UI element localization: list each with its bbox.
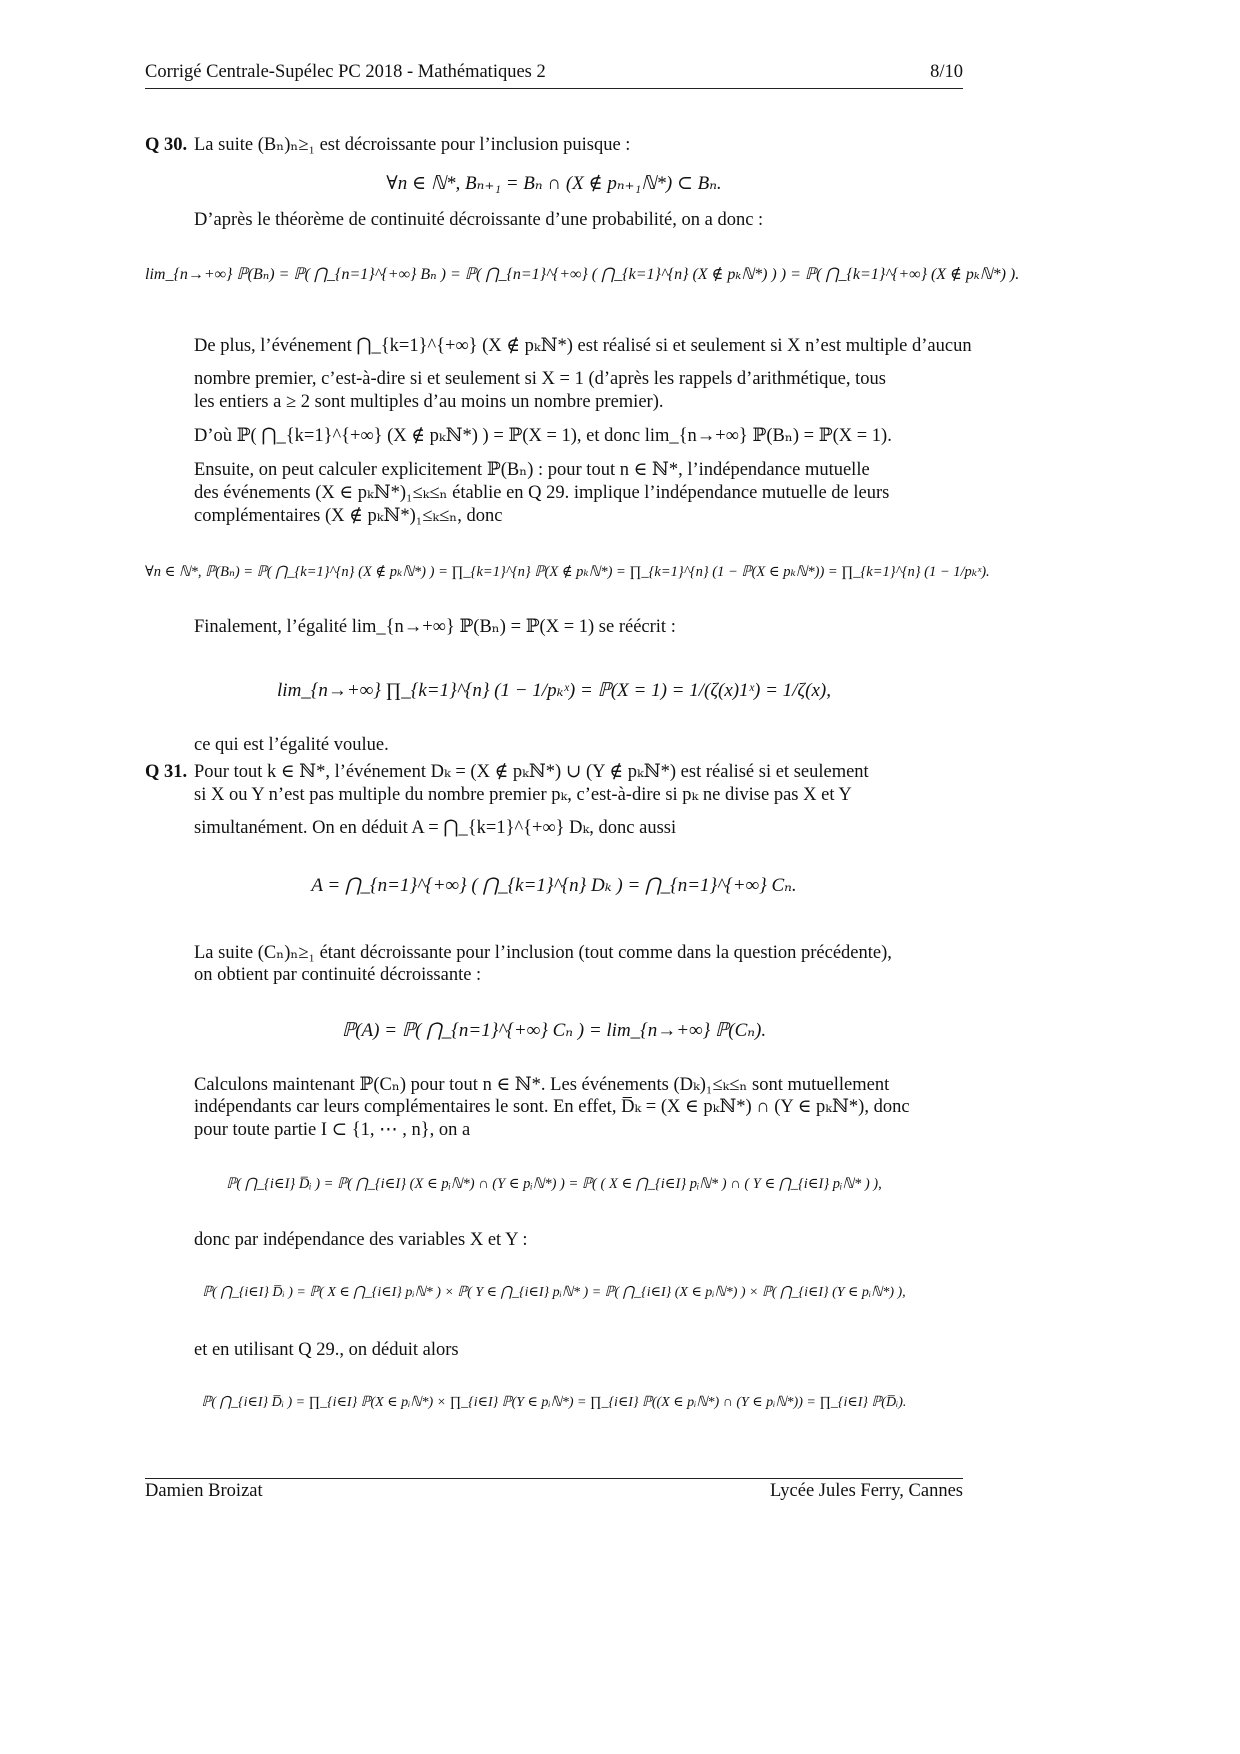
- q30-line: Finalement, l’égalité lim_{n→+∞} ℙ(Bₙ) = ℙ(X = 1) se réécrit :: [194, 617, 676, 637]
- q31-equation: ℙ(A) = ℙ( ⋂_{n=1}^{+∞} Cₙ ) = lim_{n→+∞} ℙ(Cₙ).: [341, 1020, 767, 1041]
- q30-line: des événements (X ∈ pₖℕ*)₁≤ₖ≤ₙ établie en Q 29. implique l’indépendance mutuelle de leurs: [194, 483, 890, 503]
- q31-label: Q 31.: [145, 762, 188, 782]
- q31-line: Calculons maintenant ℙ(Cₙ) pour tout n ∈ ℕ*. Les événements (Dₖ)₁≤ₖ≤ₙ sont mutuellement: [194, 1075, 890, 1095]
- q30-line: De plus, l’événement ⋂_{k=1}^{+∞} (X ∉ pₖℕ*) est réalisé si et seulement si X n’est multiple d’aucun: [194, 336, 972, 356]
- q30-line: nombre premier, c’est-à-dire si et seulement si X = 1 (d’après les rappels d’arithmétique, tous: [194, 369, 886, 389]
- header-title: Corrigé Centrale-Supélec PC 2018 - Mathématiques 2: [145, 62, 546, 82]
- q31-line: La suite (Cₙ)ₙ≥₁ étant décroissante pour l’inclusion (tout comme dans la question précédente),: [194, 943, 892, 963]
- q31-line: si X ou Y n’est pas multiple du nombre premier pₖ, c’est-à-dire si pₖ ne divise pas X et Y: [194, 785, 852, 805]
- q31-line: simultanément. On en déduit A = ⋂_{k=1}^{+∞} Dₖ, donc aussi: [194, 818, 677, 838]
- q30-line: Ensuite, on peut calculer explicitement ℙ(Bₙ) : pour tout n ∈ ℕ*, l’indépendance mutuelle: [194, 460, 870, 480]
- footer-school: Lycée Jules Ferry, Cannes: [770, 1481, 963, 1501]
- q31-line: donc par indépendance des variables X et Y :: [194, 1230, 528, 1250]
- q30-line: complémentaires (X ∉ pₖℕ*)₁≤ₖ≤ₙ, donc: [194, 506, 503, 526]
- q30-equation: ∀n ∈ ℕ*, Bₙ₊₁ = Bₙ ∩ (X ∉ pₙ₊₁ℕ*) ⊂ Bₙ.: [386, 173, 722, 194]
- q31-equation: ℙ( ⋂_{i∈I} D̅ᵢ ) = ℙ( ⋂_{i∈I} (X ∈ pᵢℕ*) ∩ (Y ∈ pᵢℕ*) ) = ℙ( ( X ∈ ⋂_{i∈I} pᵢℕ* ) ∩ ( Y ∈ ⋂_{i∈I} pᵢℕ* ) ),: [226, 1176, 882, 1192]
- footer-rule: [145, 1478, 963, 1479]
- q31-line: Pour tout k ∈ ℕ*, l’événement Dₖ = (X ∉ pₖℕ*) ∪ (Y ∉ pₖℕ*) est réalisé si et seulement: [194, 762, 869, 782]
- q30-equation: lim_{n→+∞} ∏_{k=1}^{n} (1 − 1/pₖˣ) = ℙ(X = 1) = 1/(ζ(x)1ˣ) = 1/ζ(x),: [277, 680, 831, 701]
- q30-line: La suite (Bₙ)ₙ≥₁ est décroissante pour l’inclusion puisque :: [194, 135, 631, 155]
- q31-line: indépendants car leurs complémentaires le sont. En effet, D̅ₖ = (X ∈ pₖℕ*) ∩ (Y ∈ pₖℕ*), donc: [194, 1097, 910, 1117]
- q30-equation: ∀n ∈ ℕ*, ℙ(Bₙ) = ℙ( ⋂_{k=1}^{n} (X ∉ pₖℕ*) ) = ∏_{k=1}^{n} ℙ(X ∉ pₖℕ*) = ∏_{k=1}^{n} (1 − ℙ(X ∈ pₖℕ*)) = ∏_{k=1}^{n} (1 − 1/pₖˣ).: [145, 564, 990, 580]
- q30-line: D’où ℙ( ⋂_{k=1}^{+∞} (X ∉ pₖℕ*) ) = ℙ(X = 1), et donc lim_{n→+∞} ℙ(Bₙ) = ℙ(X = 1).: [194, 426, 892, 446]
- q31-equation: A = ⋂_{n=1}^{+∞} ( ⋂_{k=1}^{n} Dₖ ) = ⋂_{n=1}^{+∞} Cₙ.: [311, 875, 797, 896]
- q30-line: ce qui est l’égalité voulue.: [194, 735, 389, 755]
- q30-equation: lim_{n→+∞} ℙ(Bₙ) = ℙ( ⋂_{n=1}^{+∞} Bₙ ) = ℙ( ⋂_{n=1}^{+∞} ( ⋂_{k=1}^{n} (X ∉ pₖℕ*) ) ) = ℙ( ⋂_{k=1}^{+∞} (X ∉ pₖℕ*) ).: [145, 266, 1020, 283]
- page-number: 8/10: [930, 62, 963, 82]
- footer-author: Damien Broizat: [145, 1481, 263, 1501]
- header-rule: [145, 88, 963, 89]
- q31-equation: ℙ( ⋂_{i∈I} D̅ᵢ ) = ℙ( X ∈ ⋂_{i∈I} pᵢℕ* ) × ℙ( Y ∈ ⋂_{i∈I} pᵢℕ* ) = ℙ( ⋂_{i∈I} (X ∈ pᵢℕ*) ) × ℙ( ⋂_{i∈I} (Y ∈ pᵢℕ*) ),: [202, 1285, 906, 1300]
- q30-line: les entiers a ≥ 2 sont multiples d’au moins un nombre premier).: [194, 392, 664, 412]
- q31-equation: ℙ( ⋂_{i∈I} D̅ᵢ ) = ∏_{i∈I} ℙ(X ∈ pᵢℕ*) × ∏_{i∈I} ℙ(Y ∈ pᵢℕ*) = ∏_{i∈I} ℙ((X ∈ pᵢℕ*) ∩ (Y ∈ pᵢℕ*)) = ∏_{i∈I} ℙ(D̅ᵢ).: [201, 1395, 907, 1410]
- q31-line: pour toute partie I ⊂ {1, ⋯ , n}, on a: [194, 1120, 471, 1140]
- q31-line: on obtient par continuité décroissante :: [194, 965, 482, 985]
- q31-line: et en utilisant Q 29., on déduit alors: [194, 1340, 459, 1360]
- q30-line: D’après le théorème de continuité décroissante d’une probabilité, on a donc :: [194, 210, 764, 230]
- q30-label: Q 30.: [145, 135, 188, 155]
